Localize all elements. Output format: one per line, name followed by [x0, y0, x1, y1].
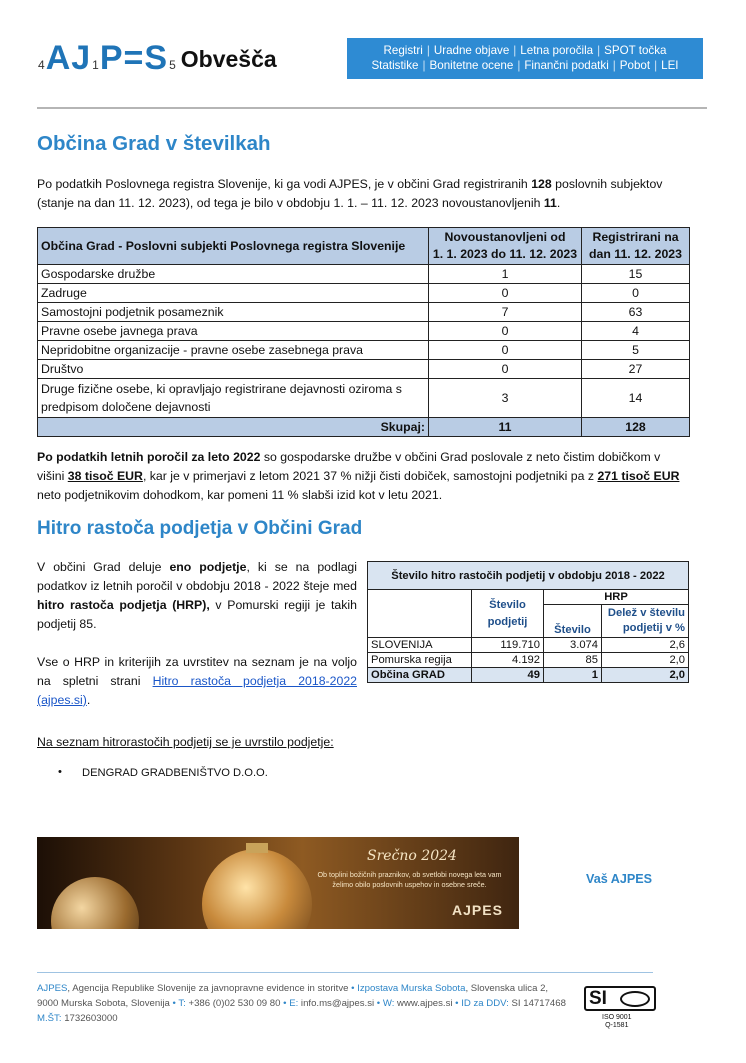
intro-paragraph: Po podatkih Poslovnega registra Slovenije, ki ga vodi AJPES, je v občini Grad registriranih 128 poslovnih subjektov (stanje na dan 11. 12. 2023), od tega je bilo v obdobju 1. 1. – 11. 12. 2023 novoustanovljenih 11.	[37, 177, 663, 210]
sum-registered: 128	[582, 418, 690, 437]
company-list-title: Na seznam hitrorastočih podjetij se je uvrstilo podjetje:	[37, 735, 334, 749]
nav-link-statistike[interactable]: Statistike	[371, 59, 419, 72]
results-paragraph: Po podatkih letnih poročil za leto 2022 so gospodarske družbe v občini Grad poslovale z neto čistim dobičkom v višini 38 tisoč EUR, kar je v primerjavi z letom 2021 37 % nižji čisti dobiček, samostojni podjetniki pa z 271 tisoč EUR neto podjetnikovim dohodkom, kar pomeni 11 % slabši izid kot v letu 2021.	[37, 450, 680, 502]
footer-web[interactable]: www.ajpes.si	[394, 998, 453, 1009]
table-row: Samostojni podjetnik posameznik 7 63	[38, 303, 690, 322]
footer-divider	[37, 972, 653, 973]
hrp-paragraph-2: Vse o HRP in kriterijih za uvrstitev na seznam je na voljo na spletni strani Hitro rastoča podjetja 2018-2022 (ajpes.si).	[37, 655, 357, 707]
nav-link-bonitetne-ocene[interactable]: Bonitetne ocene	[429, 59, 514, 72]
signature: Vaš AJPES	[586, 872, 653, 886]
ornament-ball-icon	[51, 877, 139, 929]
table-row: Nepridobitne organizacije - pravne osebe zasebnega prava 0 5	[38, 341, 690, 360]
section-title-hrp: Hitro rastoča podjetja v Občini Grad	[37, 518, 363, 539]
col-header-stevilo-podjetij: Število podjetij	[472, 590, 544, 638]
business-entities-table	[37, 227, 690, 437]
footer-phone: +386 (0)02 530 09 80	[185, 998, 281, 1009]
list-item: • DENGRAD GRADBENIŠTVO D.O.O.	[62, 767, 268, 779]
table-row: SLOVENIJA 119.710 3.074 2,6	[368, 638, 689, 653]
col-header-delez: Delež v številu podjetij v %	[602, 605, 689, 638]
ornament-ball-icon	[202, 849, 312, 929]
sq-certificate-icon: SI	[584, 986, 656, 1011]
sum-new: 11	[429, 418, 582, 437]
table-row: Druge fizične osebe, ki opravljajo registrirane dejavnosti oziroma s predpisom določene dejavnosti 3 14	[38, 379, 690, 418]
top-navigation	[347, 38, 703, 79]
table-row: Zadruge 0 0	[38, 284, 690, 303]
hrp-link[interactable]: Hitro rastoča podjetja 2018-2022 (ajpes.si)	[37, 674, 357, 707]
col-header-registered: Registrirani na dan 11. 12. 2023	[582, 228, 690, 265]
table-row: Občina GRAD 49 1 2,0	[368, 668, 689, 683]
nav-link-registri[interactable]: Registri	[383, 44, 423, 57]
section-title-stevilke: Občina Grad v številkah	[37, 132, 271, 155]
table-row: Pravne osebe javnega prava 0 4	[38, 322, 690, 341]
nav-link-financni-podatki[interactable]: Finančni podatki	[524, 59, 609, 72]
nav-link-pobot[interactable]: Pobot	[619, 59, 651, 72]
table-header-row	[38, 228, 690, 265]
hrp-text	[37, 558, 357, 710]
ornament-cap	[246, 843, 268, 853]
logo-letters-2: P=S	[99, 39, 169, 77]
nav-link-letna-porocila[interactable]: Letna poročila	[520, 44, 594, 57]
hrp-paragraph-1: V občini Grad deluje eno podjetje, ki se na podlagi podatkov iz letnih poročil v obdobju 2018 - 2022 šteje med hitro rastoča podjetja (HRP), v Pomurski regiji je takih podjetij 85.	[37, 560, 358, 631]
footer-branch: Izpostava Murska Sobota	[357, 983, 466, 994]
logo-letters: AJ	[45, 39, 92, 77]
logo-digit-1: 1	[92, 58, 99, 72]
ajpes-logo[interactable]	[37, 33, 277, 75]
col-header-type: Občina Grad - Poslovni subjekti Poslovnega registra Slovenije	[38, 228, 429, 265]
nav-row-1: Registri | Uradne objave | Letna poročila | SPOT točka	[383, 44, 667, 57]
footer-org: AJPES	[37, 983, 68, 994]
col-header-hrp-stevilo: Število	[544, 605, 602, 638]
nav-link-lei[interactable]: LEI	[661, 59, 679, 72]
table-row: Gospodarske družbe 1 15	[38, 265, 690, 284]
hrp-table-title: Število hitro rastočih podjetij v obdobju 2018 - 2022	[368, 562, 689, 590]
logo-digit-5: 5	[169, 58, 176, 72]
table-sum-row	[38, 418, 690, 437]
hrp-table	[367, 561, 689, 683]
footer-email[interactable]: info.ms@ajpes.si	[298, 998, 375, 1009]
col-header-hrp: HRP	[544, 590, 689, 605]
banner-wish: Ob toplini božičnih praznikov, ob svetlobi novega leta vam želimo obilo poslovnih uspehov in osebne sreče.	[317, 870, 502, 889]
nav-row-2: Statistike | Bonitetne ocene | Finančni podatki | Pobot | LEI	[371, 59, 679, 72]
iso-label: ISO 9001 Q-1581	[602, 1014, 632, 1029]
banner-logo: AJPES	[452, 902, 503, 918]
table-row: Društvo 0 27	[38, 360, 690, 379]
logo-word: Obvešča	[180, 46, 277, 72]
logo-digit-4: 4	[38, 58, 45, 72]
sum-label: Skupaj:	[38, 418, 429, 437]
q-ring-icon	[620, 991, 650, 1007]
footer-contact: AJPES, Agencija Republike Slovenije za javnopravne evidence in storitve • Izpostava Murska Sobota, Slovenska ulica 2, 9000 Murska Sobota, Slovenija • T: +386 (0)02 530 09 80 • E: info.ms@ajpes.si • W: www.ajpes.si • ID za DDV: SI 14717468 M.ŠT: 1732603000	[37, 983, 566, 1024]
col-header-new: Novoustanovljeni od 1. 1. 2023 do 11. 12. 2023	[429, 228, 582, 265]
holiday-banner	[37, 837, 519, 929]
nav-link-uradne-objave[interactable]: Uradne objave	[433, 44, 510, 57]
table-row: Pomurska regija 4.192 85 2,0	[368, 653, 689, 668]
header-divider	[37, 107, 707, 109]
nav-link-spot-tocka[interactable]: SPOT točka	[604, 44, 667, 57]
banner-greeting: Srečno 2024	[367, 848, 457, 864]
